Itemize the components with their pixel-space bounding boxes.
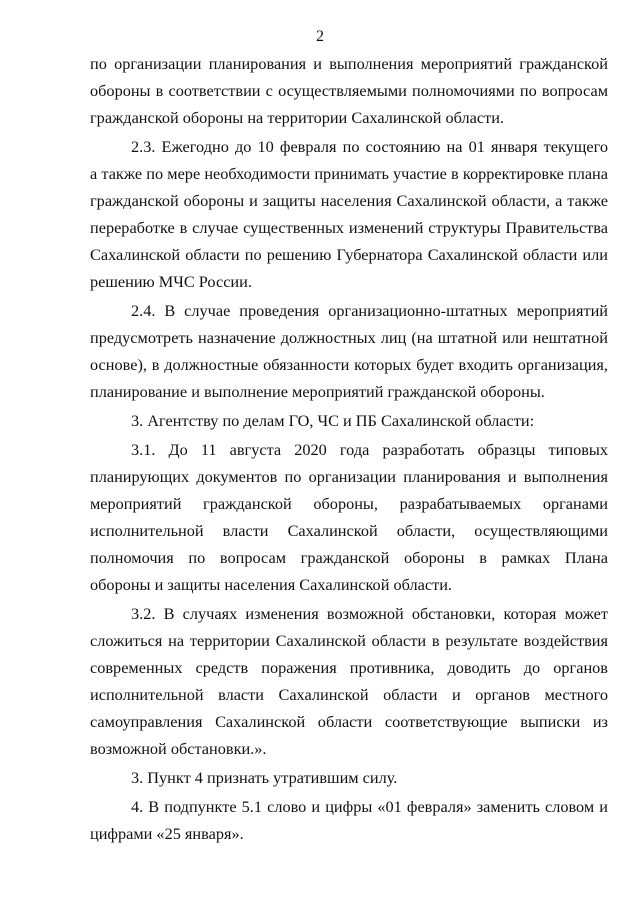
text-line: 3.2. В случаях изменения возможной обстановки, которая может — [131, 604, 608, 623]
text-line: 2.4. В случае проведения организационно-штатных мероприятий — [131, 301, 608, 320]
text-line: мероприятий гражданской обороны, разрабатываемых органами — [90, 494, 608, 513]
text-line: 2.3. Ежегодно до 10 февраля по состоянию на 01 января текущего — [131, 137, 608, 156]
paragraph — [90, 764, 608, 791]
document-body — [90, 50, 608, 849]
paragraph — [90, 50, 608, 131]
paragraph — [90, 407, 608, 434]
text-line: возможной обстановки.». — [90, 739, 267, 758]
text-line: решению МЧС России. — [90, 272, 252, 291]
text-line: исполнительной власти Сахалинской области и органов местного — [90, 685, 608, 704]
text-line: основе), в должностные обязанности которых будет входить организация, — [90, 355, 608, 374]
paragraph — [90, 793, 608, 847]
text-line: 3. Агентству по делам ГО, ЧС и ПБ Сахалинской области: — [131, 411, 535, 430]
text-line: современных средств поражения противника, доводить до органов — [90, 658, 608, 677]
text-line: а также по мере необходимости принимать участие в корректировке плана — [90, 164, 608, 183]
paragraph — [90, 133, 608, 295]
text-line: гражданской обороны на территории Сахалинской области. — [90, 108, 505, 127]
text-line: сложиться на территории Сахалинской области в результате воздействия — [90, 631, 608, 650]
text-line: обороны в соответствии с осуществляемыми полномочиями по вопросам — [90, 81, 608, 100]
text-line: цифрами «25 января». — [90, 824, 244, 843]
text-line: переработке в случае существенных изменений структуры Правительства — [90, 218, 608, 237]
text-line: обороны и защиты населения Сахалинской области. — [90, 575, 452, 594]
text-line: самоуправления Сахалинской области соответствующие выписки из — [90, 712, 608, 731]
text-line: по организации планирования и выполнения мероприятий гражданской — [90, 54, 608, 73]
text-line: 3.1. До 11 августа 2020 года разработать образцы типовых — [131, 440, 608, 459]
text-line: 4. В подпункте 5.1 слово и цифры «01 февраля» заменить словом и — [131, 797, 608, 816]
text-line: гражданской обороны и защиты населения Сахалинской области, а также — [90, 191, 608, 210]
text-line: планирование и выполнение мероприятий гражданской обороны. — [90, 382, 545, 401]
text-line: планирующих документов по организации планирования и выполнения — [90, 467, 608, 486]
text-line: исполнительной власти Сахалинской области, осуществляющими — [90, 521, 608, 540]
text-line: Сахалинской области по решению Губернатора Сахалинской области или — [90, 245, 608, 264]
text-line: 3. Пункт 4 признать утратившим силу. — [131, 768, 398, 787]
paragraph — [90, 600, 608, 762]
page-number: 2 — [316, 28, 324, 45]
text-line: полномочия по вопросам гражданской обороны в рамках Плана — [90, 548, 608, 567]
paragraph — [90, 436, 608, 598]
paragraph — [90, 297, 608, 405]
text-line: предусмотреть назначение должностных лиц (на штатной или нештатной — [90, 328, 608, 347]
